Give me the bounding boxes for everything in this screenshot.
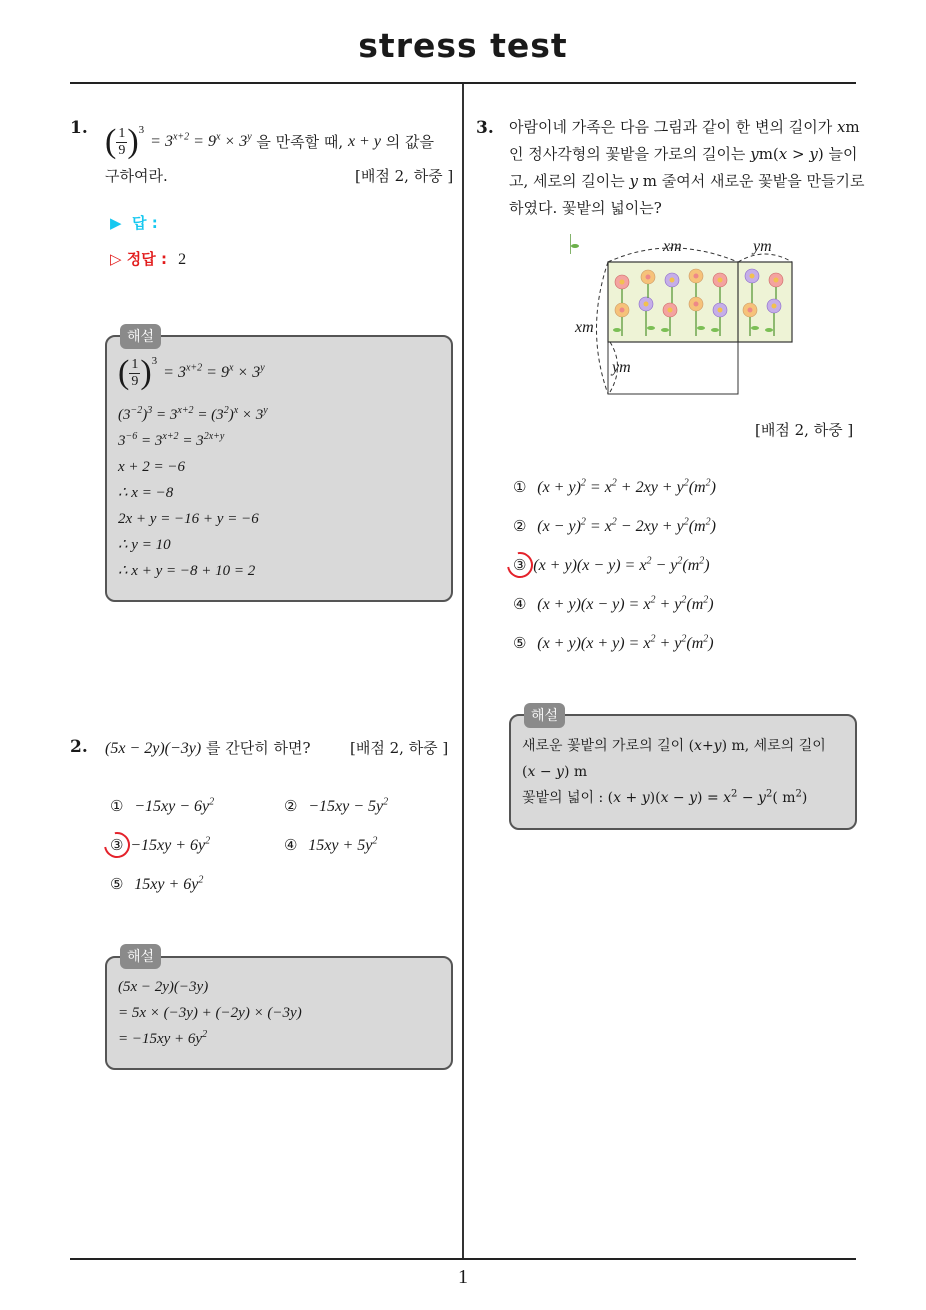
q2-expr: (5x − 2y)(−3y) [105, 740, 202, 757]
q3-solution-lines [522, 733, 826, 811]
question-1-statement [105, 122, 434, 162]
question-2-number: 2. [70, 737, 88, 757]
q3-line3: 고, 세로의 길이는 y m 줄여서 새로운 꽃밭을 만들기로 [509, 172, 865, 190]
solution-line: x + 2 = −6 [118, 459, 186, 475]
footer-rule [70, 1258, 856, 1260]
q1-expr: x + y [347, 133, 381, 150]
q2-text: 를 간단히 하면? [201, 739, 311, 757]
choice-mark: ⑤ [513, 634, 527, 652]
fig-label-ym-inner: ym [612, 359, 631, 376]
q1-text: 을 만족할 때, [251, 133, 348, 151]
solution-line: ∴ x + y = −8 + 10 = 2 [118, 563, 256, 579]
question-1-line2: 구하여라. [105, 167, 168, 185]
q2-choice-2[interactable] [284, 797, 388, 816]
solution-line: 새로운 꽃밭의 가로의 길이 (x+y) m, 세로의 길이 [522, 738, 826, 754]
flower-garden-figure [570, 232, 810, 402]
page-title: stress test [358, 26, 568, 65]
solution-line: $(3^{-2})^3 = 3^{x+2} = (3^2)^x \times 3^y$ [118, 405, 268, 423]
choice-mark: ② [513, 517, 527, 535]
question-3-statement [509, 114, 865, 222]
q3-choice-4[interactable] [513, 595, 714, 614]
choice-text: $-15xy - 6y^2$ [134, 796, 215, 815]
selected-answer-circle-icon [502, 547, 538, 583]
q2-solution-lines [118, 974, 302, 1052]
choice-text: $(x - y)^2 = x^2 - 2xy + y^2(m^2)$ [537, 516, 716, 535]
q1-text2: 의 값을 [380, 133, 434, 151]
solution-line: ∴ y = 10 [118, 537, 171, 553]
q1-sol-frac-den: 9 [131, 373, 139, 389]
choice-mark: ① [513, 478, 527, 496]
choice-mark: ③ [110, 836, 124, 854]
selected-answer-circle-icon [99, 827, 135, 863]
q3-choice-5[interactable] [513, 634, 714, 653]
q3-choice-1[interactable] [513, 478, 716, 497]
fig-label-xm-left: xm [575, 319, 594, 336]
column-divider [462, 84, 464, 1258]
q2-choice-1[interactable] [110, 797, 214, 816]
solution-line: 꽃밭의 넓이 : $(x + y)(x - y) = x^2 - y^2$( $m^2$) [522, 788, 808, 806]
q3-line4: 하였다. 꽃밭의 넓이는? [509, 199, 662, 217]
solution-line: 2x + y = −16 + y = −6 [118, 511, 259, 527]
q1-frac-num: 1 [118, 125, 126, 141]
question-2-statement [105, 738, 311, 759]
q3-choice-2[interactable] [513, 517, 716, 536]
page-number: 1 [458, 1266, 468, 1288]
q1-answer-row [110, 212, 158, 233]
q1-fraction-power: ( $\frac{1}{9}$ ) $^3$ [105, 123, 145, 160]
q2-choice-5[interactable] [110, 875, 203, 894]
q1-sol-frac-num: 1 [131, 356, 139, 372]
choice-text: $15xy + 6y^2$ [134, 874, 204, 893]
solution-line: = $-15xy + 6y^2$ [118, 1029, 208, 1047]
q3-choice-3[interactable] [513, 556, 710, 575]
fig-label-xm-top: xm [663, 238, 682, 255]
choice-text: $(x + y)^2 = x^2 + 2xy + y^2(m^2)$ [537, 477, 716, 496]
correct-label: ▷ 정답 : [110, 250, 167, 268]
fig-label-ym-top: ym [753, 238, 772, 255]
q2-choice-4[interactable] [284, 836, 377, 855]
choice-mark: ④ [284, 836, 298, 854]
q3-line2: 인 정사각형의 꽃밭을 가로의 길이는 ym(x > y) 늘이 [509, 145, 858, 163]
choice-mark: ② [284, 797, 298, 815]
choice-text: $15xy + 5y^2$ [308, 835, 378, 854]
choice-mark: ③ [513, 556, 527, 574]
q1-equation: = $3^{x+2} = 9^x \times 3^y$ [150, 131, 252, 150]
question-1-difficulty: [배점 2, 하중 ] [355, 167, 454, 185]
q1-solution-lines [118, 402, 268, 584]
choice-text: $-15xy + 6y^2$ [130, 835, 211, 854]
q1-sol-first-rest: = $3^{x+2} = 9^x \times 3^y$ [163, 362, 265, 381]
choice-mark: ① [110, 797, 124, 815]
q1-frac-den: 9 [118, 142, 126, 158]
question-3-difficulty: [배점 2, 하중 ] [755, 421, 854, 439]
q1-solution-first-line: ( $\frac{1}{9}$ ) $^3$ = $3^{x+2} = 9^x \times 3^y$ [118, 354, 265, 391]
question-2-difficulty: [배점 2, 하중 ] [350, 739, 449, 757]
choice-text: $(x + y)(x + y) = x^2 + y^2(m^2)$ [537, 633, 714, 652]
q2-solution-tag: 해설 [120, 944, 161, 969]
choice-text: $(x + y)(x - y) = x^2 - y^2(m^2)$ [533, 555, 710, 574]
q3-solution-tag: 해설 [524, 703, 565, 728]
solution-line: = 5x × (−3y) + (−2y) × (−3y) [118, 1005, 302, 1021]
answer-label: ▶ 답 : [110, 214, 158, 232]
q1-correct-row [110, 248, 186, 269]
q3-line1: 아람이네 가족은 다음 그림과 같이 한 변의 길이가 xm [509, 118, 860, 136]
flowers-icon [570, 234, 579, 254]
question-1-number: 1. [70, 118, 88, 138]
choice-mark: ⑤ [110, 875, 124, 893]
correct-value: 2 [178, 251, 187, 268]
solution-line: (5x − 2y)(−3y) [118, 979, 209, 995]
question-3-number: 3. [476, 118, 494, 138]
solution-line: (x − y) m [522, 764, 588, 780]
choice-mark: ④ [513, 595, 527, 613]
solution-line: $3^{-6} = 3^{x+2} = 3^{2x+y}$ [118, 431, 225, 449]
q1-solution-tag: 해설 [120, 324, 161, 349]
left-x-dimension-arc [597, 262, 609, 394]
choice-text: $-15xy - 5y^2$ [308, 796, 389, 815]
choice-text: $(x + y)(x - y) = x^2 + y^2(m^2)$ [537, 594, 714, 613]
solution-line: ∴ x = −8 [118, 485, 174, 501]
